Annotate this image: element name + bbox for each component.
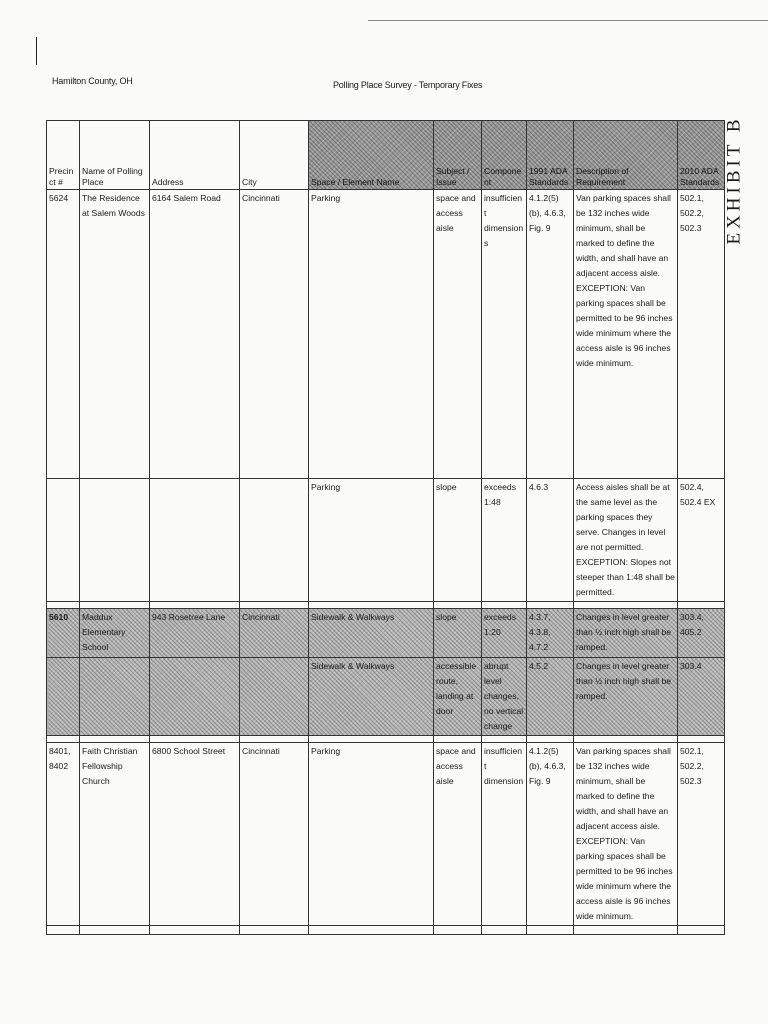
col-space-element: Space / Element Name: [309, 121, 434, 190]
table-separator-row: [47, 736, 725, 743]
cell-requirement: Access aisles shall be at the same level as the parking spaces they serve. Changes in level are not permitted. EXCEPTION: Slopes not steeper than 1:48 shall be permitted.: [574, 479, 678, 602]
cell-city: Cincinnati: [240, 743, 309, 926]
cell-component: exceeds 1:20: [482, 609, 527, 658]
cell-precinct: [47, 479, 80, 602]
cell-address: 943 Rosetree Lane: [150, 609, 240, 658]
cell-ada1991: 4.3.7, 4.3.8, 4.7.2: [527, 609, 574, 658]
cell-space: Parking: [309, 190, 434, 479]
cell-ada2010: 502.1, 502.2, 502.3: [678, 743, 725, 926]
col-precinct: Precinct #: [47, 121, 80, 190]
table-separator-row: [47, 926, 725, 935]
table-header-row: [47, 121, 725, 190]
col-subject-issue: Subject / Issue: [434, 121, 482, 190]
cell-ada2010: 502.1, 502.2, 502.3: [678, 190, 725, 479]
cell-city: [240, 479, 309, 602]
cell-requirement: Van parking spaces shall be 132 inches wide minimum, shall be marked to define the width, and shall have an adjacent access aisle. EXCEPTION: Van parking spaces shall be permitted to be 96 inches wide minimum where the access aisle is 96 inches wide minimum.: [574, 743, 678, 926]
county-label: Hamilton County, OH: [52, 76, 133, 86]
cell-city: Cincinnati: [240, 609, 309, 658]
cell-subject: space and access aisle: [434, 743, 482, 926]
cell-city: Cincinnati: [240, 190, 309, 479]
cell-subject: accessible route, landing at door: [434, 658, 482, 736]
cell-component: insufficient dimensions: [482, 190, 527, 479]
cell-address: 6800 School Street: [150, 743, 240, 926]
table-row: [47, 658, 725, 736]
col-component: Component: [482, 121, 527, 190]
col-polling-place-name: Name of Polling Place: [80, 121, 150, 190]
col-city: City: [240, 121, 309, 190]
cell-address: 6164 Salem Road: [150, 190, 240, 479]
cell-precinct: 5610: [47, 609, 80, 658]
col-address: Address: [150, 121, 240, 190]
cell-requirement: Changes in level greater than ½ inch high shall be ramped.: [574, 658, 678, 736]
cell-name: Faith Christian Fellowship Church: [80, 743, 150, 926]
cell-precinct: 5624: [47, 190, 80, 479]
cell-requirement: Van parking spaces shall be 132 inches wide minimum, shall be marked to define the width, and shall have an adjacent access aisle. EXCEPTION: Van parking spaces shall be permitted to be 96 inches wide minimum where the access aisle is 96 inches wide minimum.: [574, 190, 678, 479]
table-row: [47, 479, 725, 602]
scan-edge-line: [368, 20, 768, 21]
cell-component: abrupt level changes, no vertical change: [482, 658, 527, 736]
cell-address: [150, 479, 240, 602]
cell-precinct: 8401, 8402: [47, 743, 80, 926]
cell-component: insufficient dimension: [482, 743, 527, 926]
cell-name: Maddux Elementary School: [80, 609, 150, 658]
scan-mark: [36, 37, 37, 65]
col-ada-1991: 1991 ADA Standards: [527, 121, 574, 190]
cell-ada2010: 502.4, 502.4 EX: [678, 479, 725, 602]
cell-precinct: [47, 658, 80, 736]
cell-subject: slope: [434, 479, 482, 602]
exhibit-label: EXHIBIT B: [724, 115, 745, 245]
survey-table: [46, 120, 725, 935]
cell-space: Parking: [309, 743, 434, 926]
col-requirement: Description of Requirement: [574, 121, 678, 190]
cell-component: exceeds 1:48: [482, 479, 527, 602]
cell-name: [80, 479, 150, 602]
cell-subject: space and access aisle: [434, 190, 482, 479]
cell-space: Parking: [309, 479, 434, 602]
document-title: Polling Place Survey - Temporary Fixes: [333, 80, 483, 90]
cell-subject: slope: [434, 609, 482, 658]
cell-ada1991: 4.6.3: [527, 479, 574, 602]
cell-space: Sidewalk & Walkways: [309, 609, 434, 658]
cell-name: The Residence at Salem Woods: [80, 190, 150, 479]
table-row: [47, 743, 725, 926]
cell-address: [150, 658, 240, 736]
cell-name: [80, 658, 150, 736]
cell-city: [240, 658, 309, 736]
table-row: [47, 190, 725, 479]
table-row: [47, 609, 725, 658]
cell-ada2010: 303.4: [678, 658, 725, 736]
col-ada-2010: 2010 ADA Standards: [678, 121, 725, 190]
cell-ada1991: 4.1.2(5)(b), 4.6.3, Fig. 9: [527, 190, 574, 479]
cell-requirement: Changes in level greater than ½ inch high shall be ramped.: [574, 609, 678, 658]
cell-space: Sidewalk & Walkways: [309, 658, 434, 736]
cell-ada1991: 4.5.2: [527, 658, 574, 736]
cell-ada2010: 303.4, 405.2: [678, 609, 725, 658]
table-separator-row: [47, 602, 725, 609]
cell-ada1991: 4.1.2(5)(b), 4.6.3, Fig. 9: [527, 743, 574, 926]
